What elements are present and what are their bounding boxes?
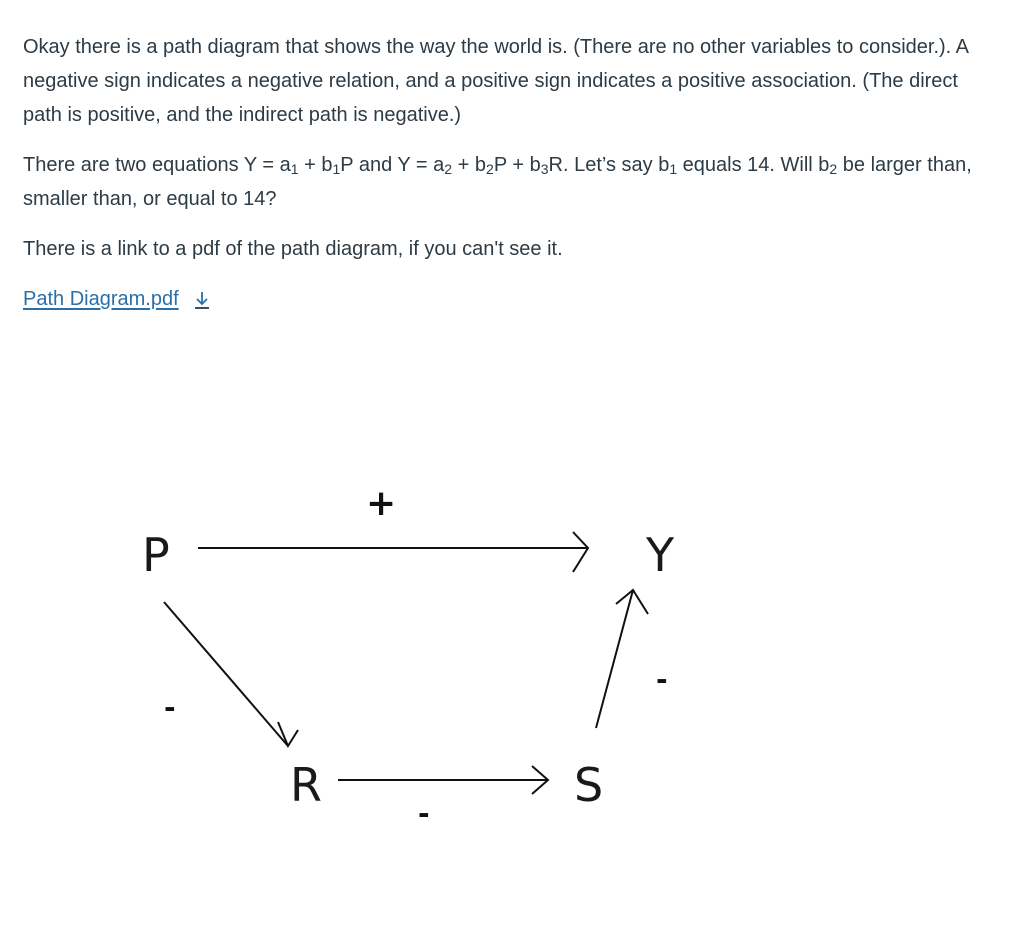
path-diagram <box>128 480 688 840</box>
subscript: 2 <box>444 161 453 177</box>
attachment-row <box>23 282 998 316</box>
sign-s-y: - <box>656 663 668 696</box>
subscript: 3 <box>540 161 549 177</box>
subscript: 2 <box>486 161 494 177</box>
subscript: 1 <box>290 161 299 177</box>
sign-r-s: - <box>418 797 430 830</box>
question-body <box>23 30 998 316</box>
question-paragraph-3: There is a link to a pdf of the path diagram, if you can't see it. <box>23 238 563 260</box>
attachment-link[interactable]: Path Diagram.pdf <box>23 288 179 310</box>
arrow-p-y <box>198 532 588 572</box>
download-icon[interactable] <box>191 288 213 310</box>
text-segment: R. Let’s say b <box>548 154 670 176</box>
sign-p-y: + <box>366 483 397 524</box>
arrow-s-y <box>596 590 648 728</box>
node-r: R <box>290 758 322 812</box>
node-p: P <box>142 528 170 582</box>
node-y: Y <box>646 528 675 582</box>
text-segment: + b <box>298 154 333 176</box>
text-segment: + b <box>452 154 487 176</box>
arrow-p-r <box>164 602 298 746</box>
arrow-r-s <box>338 766 548 794</box>
text-segment: P and Y = a <box>340 154 445 176</box>
question-paragraph-1: Okay there is a path diagram that shows the way the world is. (There are no other variables to consider.). A negative sign indicates a negative relation, and a positive sign indicates a positive association. (The direct path is positive, and the indirect path is negative.) <box>23 36 968 126</box>
node-s: S <box>574 758 604 812</box>
text-segment: be larger than, smaller than, or equal to 14? <box>23 154 972 210</box>
text-segment: P + b <box>493 154 541 176</box>
sign-p-r: - <box>164 691 176 724</box>
path-diagram-arrows <box>128 480 688 840</box>
question-paragraph-2 <box>23 148 998 216</box>
subscript: 1 <box>332 161 341 177</box>
text-segment: There are two equations Y = a <box>23 154 291 176</box>
subscript: 1 <box>669 161 678 177</box>
text-segment: equals 14. Will b <box>677 154 830 176</box>
subscript: 2 <box>829 161 838 177</box>
